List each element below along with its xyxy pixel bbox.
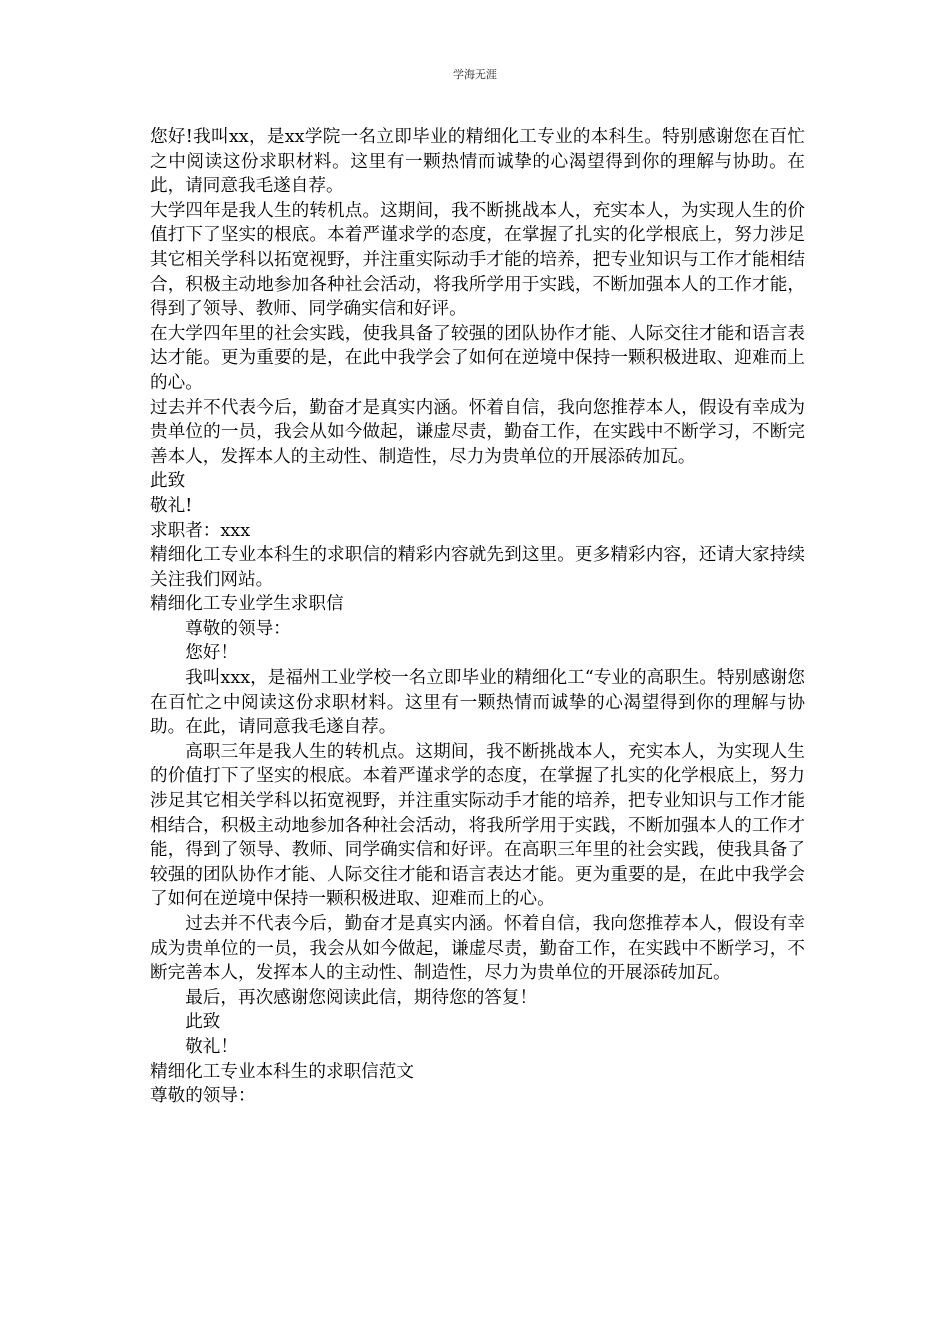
paragraph-thanks: 最后，再次感谢您阅读此信，期待您的答复！: [185, 987, 538, 1008]
paragraph-future-2: 过去并不代表今后，勤奋才是真实内涵。怀着自信，我向您推荐本人，假设有幸成为贵单位的一员，我会从如今做起，谦虚尽责，勤奋工作，在实践中不断学习，不断完善本人，发挥本人的主动性、制造性，尽力为贵单位的开展添砖加瓦。: [150, 914, 805, 984]
closing-cizhi-2: 此致: [185, 1012, 221, 1033]
closing-cizhi: 此致: [150, 471, 186, 492]
section-title-student-letter: 精细化工专业学生求职信: [150, 594, 344, 615]
salutation-leader: 尊敬的领导：: [185, 618, 291, 639]
section-title-sample-letter: 精细化工专业本科生的求职信范文: [150, 1061, 414, 1082]
paragraph-future: 过去并不代表今后，勤奋才是真实内涵。怀着自信，我向您推荐本人，假设有幸成为贵单位的一员，我会从如今做起，谦虚尽责，勤奋工作，在实践中不断学习，不断完善本人，发挥本人的主动性、制造性，尽力为贵单位的开展添砖加瓦。: [150, 397, 805, 467]
paragraph-social-practice: 在大学四年里的社会实践，使我具备了较强的团队协作才能、人际交往才能和语言表达才能。更为重要的是，在此中我学会了如何在逆境中保持一颗积极进取、迎难而上的心。: [150, 323, 805, 393]
paragraph-vocational-years: 高职三年是我人生的转机点。这期间，我不断挑战本人，充实本人，为实现人生的价值打下了坚实的根底。本着严谨求学的态度，在掌握了扎实的化学根底上，努力涉足其它相关学科以拓宽视野，并注重实际动手才能的培养，把专业知识与工作才能相结合，积极主动地参加各种社会活动，将我所学用于实践，不断加强本人的工作才能，得到了领导、教师、同学确实信和好评。在高职三年里的社会实践，使我具备了较强的团队协作才能、人际交往才能和语言表达才能。更为重要的是，在此中我学会了如何在逆境中保持一颗积极进取、迎难而上的心。: [150, 741, 805, 910]
paragraph-university-years: 大学四年是我人生的转机点。这期间，我不断挑战本人，充实本人，为实现人生的价值打下了坚实的根底。本着严谨求学的态度，在掌握了扎实的化学根底上，努力涉足其它相关学科以拓宽视野，并注重实际动手才能的培养，把专业知识与工作才能相结合，积极主动地参加各种社会活动，将我所学用于实践，不断加强本人的工作才能，得到了领导、教师、同学确实信和好评。: [150, 200, 805, 320]
salutation-leader-2: 尊敬的领导：: [150, 1086, 256, 1107]
page-header: 学海无涯: [453, 68, 497, 81]
document-body: [150, 125, 805, 1109]
paragraph-greeting-intro: 您好!我叫xx，是xx学院一名立即毕业的精细化工专业的本科生。特别感谢您在百忙之中阅读这份求职材料。这里有一颗热情而诚挚的心渴望得到你的理解与协助。在此，请同意我毛遂自荐。: [150, 127, 805, 197]
closing-jingli: 敬礼!: [150, 495, 193, 516]
paragraph-self-intro: 我叫xxx，是福州工业学校一名立即毕业的精细化工“专业的高职生。特别感谢您在百忙之中阅读这份求职材料。这里有一颗热情而诚挚的心渴望得到你的理解与协助。在此，请同意我毛遂自荐。: [150, 668, 805, 738]
greeting-hello: 您好！: [185, 643, 238, 664]
signature-applicant: 求职者：xxx: [150, 520, 251, 541]
closing-jingli-2: 敬礼！: [185, 1036, 238, 1057]
paragraph-site-note: 精细化工专业本科生的求职信的精彩内容就先到这里。更多精彩内容，还请大家持续关注我们网站。: [150, 545, 805, 590]
